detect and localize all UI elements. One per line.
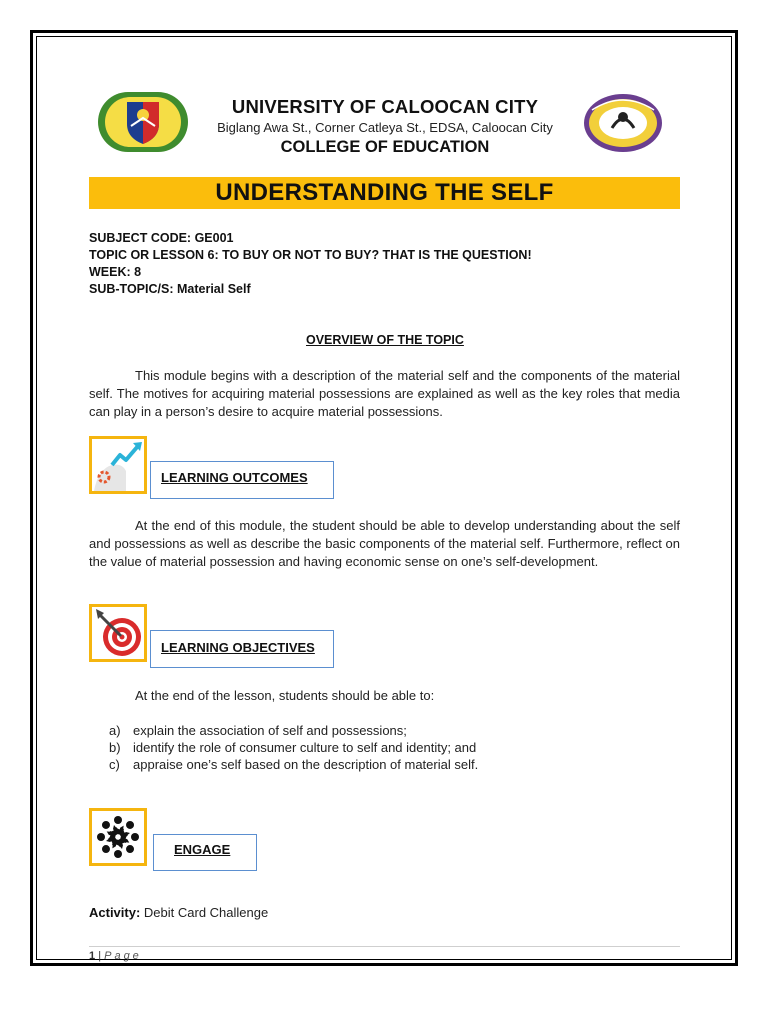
list-item [89,722,478,739]
list-item-text: explain the association of self and possessions; [133,723,407,738]
target-icon [92,607,144,659]
activity-value: Debit Card Challenge [143,905,269,920]
engage-icon-box [89,808,147,866]
page-word: Page [104,950,142,962]
learning-outcomes-icon-box [89,436,147,494]
learning-objectives-heading: LEARNING OBJECTIVES [161,640,315,655]
growth-chart-icon [92,439,144,491]
footer-separator: | [98,950,102,962]
topic-lesson: TOPIC OR LESSON 6: TO BUY OR NOT TO BUY? THAT IS THE QUESTION! [89,248,532,262]
list-item-marker: c) [109,757,120,772]
university-address: Biglang Awa St., Corner Catleya St., EDSA, Caloocan City [217,120,553,135]
list-item [89,739,478,756]
sub-topic [89,282,251,296]
engage-heading: ENGAGE [174,842,231,857]
university-seal-logo [96,88,190,156]
overview-heading: OVERVIEW OF THE TOPIC [306,333,464,347]
course-title: UNDERSTANDING THE SELF [215,179,554,206]
list-item-text: appraise one’s self based on the description of material self. [133,757,479,772]
page-number: 1 [89,950,96,962]
list-item-text: identify the role of consumer culture to self and identity; and [133,740,477,755]
list-item [89,756,478,773]
learning-objectives-icon-box [89,604,147,662]
list-item-marker: a) [109,723,121,738]
people-circle-icon [92,811,144,863]
week: WEEK: 8 [89,265,142,279]
learning-outcomes-heading: LEARNING OUTCOMES [161,470,308,485]
objectives-intro: At the end of the lesson, students should be able to: [135,688,435,703]
sub-topic-label: SUB-TOPIC/S: [89,282,174,296]
university-name: UNIVERSITY OF CALOOCAN CITY [231,96,539,117]
activity-label: Activity: [89,905,141,920]
objectives-list [89,722,478,773]
page-footer [89,950,142,962]
college-name: COLLEGE OF EDUCATION [280,138,490,156]
overview-paragraph: This module begins with a description of the material self and the components of the material self. The motives for acquiring material possessions are explained as well as the key roles that media can play in a person’s desire to acquire material possessions. [89,368,680,419]
list-item-marker: b) [109,740,121,755]
sub-topic-value: Material Self [176,282,251,296]
subject-code: SUBJECT CODE: GE001 [89,231,234,245]
footer-divider [89,946,680,947]
activity-line [89,905,268,920]
college-seal-logo [582,92,664,154]
learning-outcomes-paragraph: At the end of this module, the student should be able to develop understanding about the self and possessions as well as describe the basic components of the material self. Furthermore, reflect on the value of material possession and having economic sense on one’s self-development. [89,518,680,569]
